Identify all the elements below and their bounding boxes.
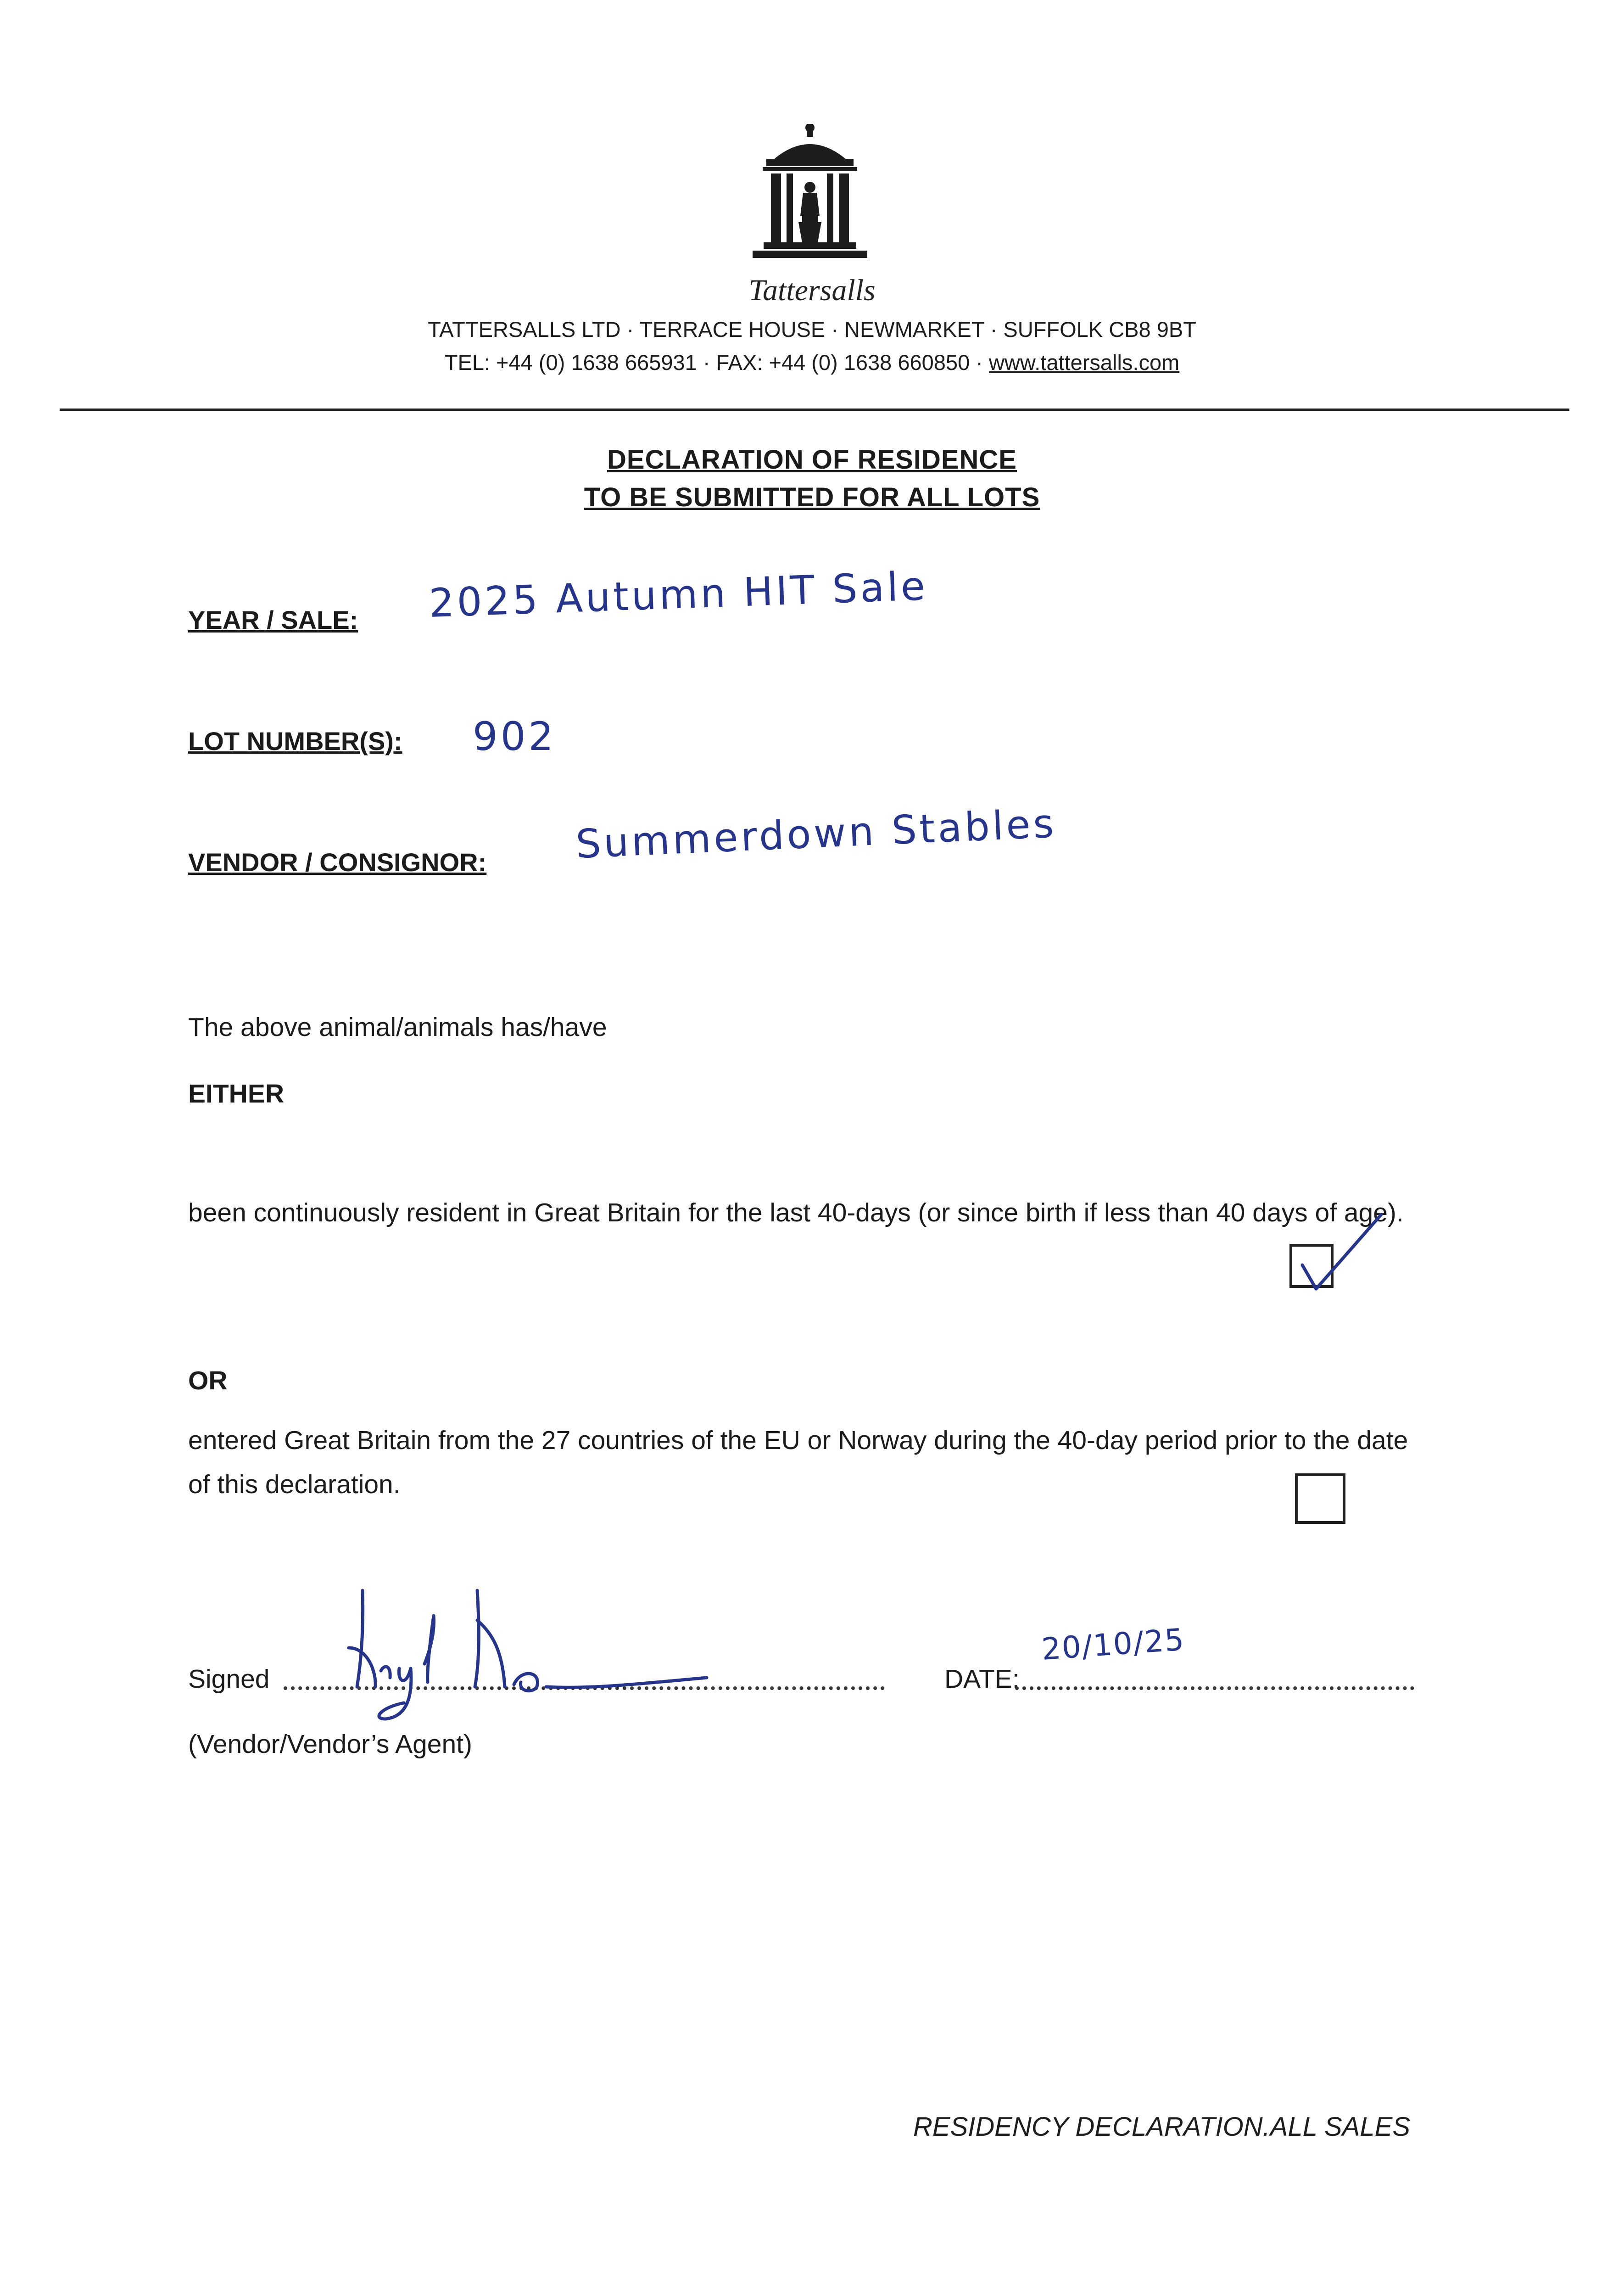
year-sale-value[interactable]: 2025 Autumn HIT Sale [428,563,929,627]
date-line [1015,1686,1414,1690]
lot-numbers-label: LOT NUMBER(S): [188,727,402,756]
brand-name: Tattersalls [748,274,876,307]
form-subtitle: TO BE SUBMITTED FOR ALL LOTS [584,482,1040,512]
tattersalls-rotunda-logo-icon [734,124,886,275]
declaration-intro: The above animal/animals has/have [188,1013,607,1042]
year-sale-label: YEAR / SALE: [188,605,358,634]
tattersalls-logo [734,124,886,275]
signed-label: Signed [188,1664,270,1694]
checkmark-icon [1289,1210,1395,1302]
option-1-checkbox[interactable] [1289,1244,1334,1288]
handwritten-signature-icon [312,1579,725,1730]
lot-numbers-value[interactable]: 902 [473,714,557,760]
option-1-text: been continuously resident in Great Britain for the last 40-days (or since birth if less than 40 days of age). [188,1198,1404,1227]
vendor-label: VENDOR / CONSIGNOR: [188,848,487,877]
signature [312,1579,725,1730]
address-line: TATTERSALLS LTD · TERRACE HOUSE · NEWMARKET · SUFFOLK CB8 9BT [428,317,1196,341]
option-2-checkbox[interactable] [1295,1473,1345,1524]
form-footer: RESIDENCY DECLARATION.ALL SALES [913,2112,1411,2142]
date-value[interactable]: 20/10/25 [1040,1622,1186,1667]
either-label: EITHER [188,1079,285,1108]
website-link[interactable]: www.tattersalls.com [988,350,1180,375]
or-label: OR [188,1366,228,1395]
contact-phone-fax: TEL: +44 (0) 1638 665931 · FAX: +44 (0) 1638 660850 · [444,350,989,375]
contact-line [0,350,1624,375]
header-divider [60,409,1569,411]
option-2-text: entered Great Britain from the 27 countries of the EU or Norway during the 40-day period prior to the date of this declaration. [188,1426,1408,1499]
date-label: DATE: [944,1664,1020,1694]
vendor-value[interactable]: Summerdown Stables [575,800,1058,868]
form-title: DECLARATION OF RESIDENCE [607,445,1017,475]
agent-label: (Vendor/Vendor’s Agent) [188,1730,473,1759]
